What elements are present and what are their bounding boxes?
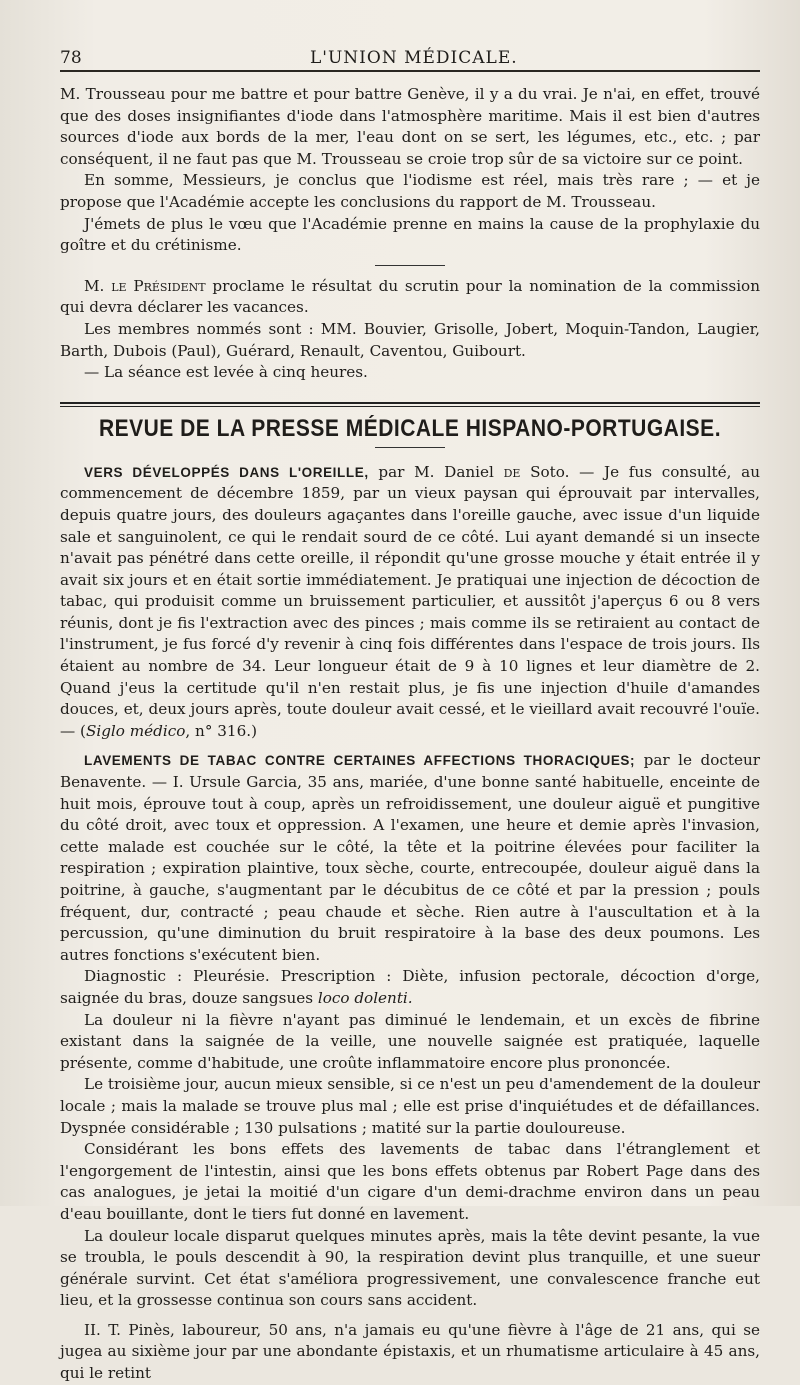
diagnostic-italic: loco dolenti. bbox=[317, 988, 413, 1007]
article-tobacco-case1 bbox=[60, 750, 760, 966]
paragraph-trousseau: M. Trousseau pour me battre et pour battre Genève, il y a du vrai. Je n'ai, en effet, trouvé que des doses insignifiantes d'iode dans l'atmosphère maritime. Mais il est bien d'autres sources d'iode aux bords de la mer, l'eau dont on se sert, les légumes, etc., etc. ; par conséquent, il ne faut pas que M. Trousseau se croie trop sûr de sa victoire sur ce point. bbox=[60, 85, 760, 168]
header-rule bbox=[60, 70, 760, 72]
paragraph-diagnostic bbox=[60, 966, 760, 1009]
paragraph-president bbox=[60, 276, 760, 319]
paragraph-members: Les membres nommés sont : MM. Bouvier, Grisolle, Jobert, Moquin-Tandon, Laugier, Barth, Dubois (Paul), Guérard, Renault, Caventou, Guibourt. bbox=[60, 319, 760, 360]
paragraph-local-pain: La douleur locale disparut quelques minutes après, mais la tête devint pesante, la vue se troubla, le pouls descendit à 90, la respiration devint plus tranquille, et une sueur générale survint. Cet état s'améliora progressivement, une convalescence franche eut lieu, et la grossesse continua son cours sans accident. bbox=[60, 1226, 760, 1310]
section-double-rule bbox=[60, 402, 760, 407]
article-worms-byline-de: de bbox=[503, 462, 521, 481]
paragraph-considering: Considérant les bons effets des lavements de tabac dans l'étranglement et l'engorgement de l'intestin, ainsi que les bons effets obtenus par Robert Page dans des cas analogues, je jetai la moitié d'un cigare d'un demi-drachme environ dans un peau d'eau bouillante, dont le tiers fut donné en lavement. bbox=[60, 1140, 760, 1223]
diagnostic-text: Diagnostic : Pleurésie. Prescription : Diète, infusion pectorale, décoction d'orge, saignée du bras, douze sangsues bbox=[60, 967, 760, 1007]
president-title: le Président bbox=[111, 276, 206, 295]
article-tobacco-heading: LAVEMENTS DE TABAC CONTRE CERTAINES AFFECTIONS THORACIQUES; bbox=[84, 753, 636, 769]
article-worms-byline-post: Soto. — bbox=[520, 462, 605, 481]
running-title: L'UNION MÉDICALE. bbox=[310, 48, 518, 68]
article-tobacco-case1-text: I. Ursule Garcia, 35 ans, mariée, d'une bonne santé habituelle, enceinte de huit mois, éprouve tout à coup, après un refroidissement, une douleur aiguë et pungitive du côté droit, avec toux et oppression. A l'examen, une heure et demie après l'invasion, cette malade est couchée sur le côté, la tête et la poitrine élevées pour faciliter la respiration ; expiration plaintive, toux sèche, courte, entrecoupée, douleur aiguë dans la poitrine, à gauche, s'augmentant par le décubitus de ce côté et par la pression ; pouls fréquent, dur, contracté ; peau chaude et sèche. Rien autre à l'auscultation et à la percussion, qu'une diminution du bruit respiratoire à la base des deux poumons. Les autres fonctions s'exécutent bien. bbox=[60, 773, 760, 964]
article-worms-byline-pre: par M. Daniel bbox=[368, 462, 504, 481]
article-worms-source: Siglo médico bbox=[85, 721, 186, 740]
article-worms-source-tail: , n° 316.) bbox=[185, 721, 257, 740]
title-rule bbox=[375, 447, 445, 448]
paragraph-fever: La douleur ni la fièvre n'ayant pas diminué le lendemain, et un excès de fibrine existant dans la saignée de la veille, une nouvelle saignée est pratiquée, laquelle présente, comme d'habitude, une croûte inflammatoire encore plus prononcée. bbox=[60, 1010, 760, 1072]
page-header bbox=[60, 44, 760, 70]
paragraph-conclusion: En somme, Messieurs, je conclus que l'iodisme est réel, mais très rare ; — et je propose que l'Académie accepte les conclusions du rapport de M. Trousseau. bbox=[60, 171, 760, 211]
paragraph-closing: — La séance est levée à cinq heures. bbox=[84, 363, 368, 382]
president-prefix: M. bbox=[84, 276, 112, 295]
section-title: REVUE DE LA PRESSE MÉDICALE HISPANO-PORTUGAISE. bbox=[98, 414, 722, 442]
paragraph-goitre: J'émets de plus le vœu que l'Académie prenne en mains la cause de la prophylaxie du goître et du crétinisme. bbox=[60, 214, 760, 255]
president-text: proclame le résultat du scrutin pour la nomination de la commission qui devra déclarer les vacances. bbox=[60, 276, 760, 317]
article-worms-body: Je fus consulté, au commencement de décembre 1859, par un vieux paysan qui éprouvait par intervalles, depuis quatre jours, des douleurs agaçantes dans l'oreille gauche, avec issue d'un liquide sale et sanguinolent, ce qui le rendait sourd de ce côté. Lui ayant demandé si un insecte n'avait pas pénétré dans cette oreille, il répondit qu'une grosse mouche y était entrée il y avait six jours et en était sortie immédiatement. Je pratiquai une injection de décoction de tabac, qui produisit comme un bruissement particulier, et aussitôt j'aperçus 6 ou 8 vers réunis, dont je fis l'extraction avec des pinces ; mais comme ils se retiraient au contact de l'instrument, je fus forcé d'y revenir à cinq fois différentes dans l'espace de trois jours. Ils étaient au nombre de 34. Leur longueur était de 9 à 10 lignes et leur diamètre de 2. Quand j'eus la certitude qu'il n'en restait plus, je fis une injection d'huile d'amandes douces, et, deux jours après, toute douleur avait cessé, et le vieillard avait recouvré l'ouïe. — ( bbox=[60, 462, 760, 740]
separator-rule bbox=[375, 265, 445, 266]
article-tobacco-byline: par le docteur Benavente. — bbox=[60, 751, 760, 792]
article-worms bbox=[60, 462, 760, 743]
paragraph-case2: II. T. Pinès, laboureur, 50 ans, n'a jamais eu qu'une fièvre à l'âge de 21 ans, qui se jugea au sixième jour par une abondante épistaxis, et un rhumatisme articulaire à 45 ans, qui le retint bbox=[60, 1320, 760, 1383]
paragraph-third-day: Le troisième jour, aucun mieux sensible, si ce n'est un peu d'amendement de la douleur locale ; mais la malade se trouve plus mal ; elle est prise d'inquiétudes et de défaillances. Dyspnée considérable ; 130 pulsations ; matité sur la partie douloureuse. bbox=[60, 1075, 760, 1137]
article-worms-heading: VERS DÉVELOPPÉS DANS L'OREILLE, bbox=[84, 464, 369, 480]
page-number: 78 bbox=[60, 48, 82, 68]
